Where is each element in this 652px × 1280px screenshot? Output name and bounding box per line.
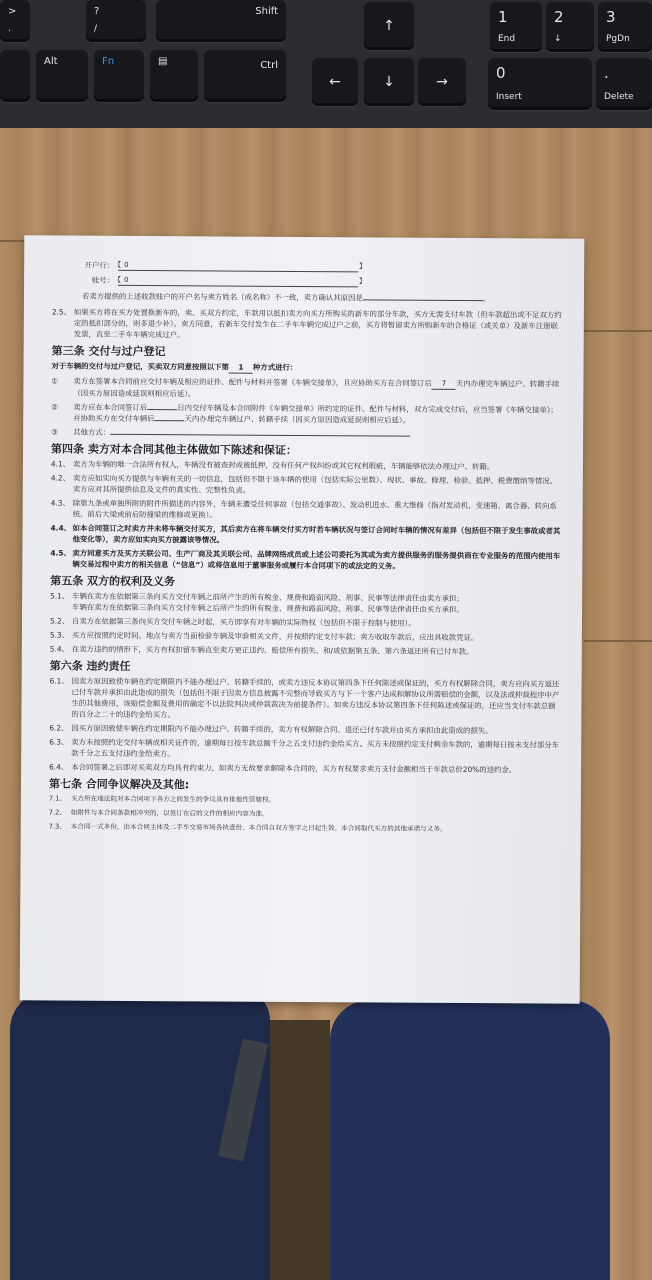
section-3-heading: 第三条 交付与过户登记 — [51, 344, 166, 359]
clause-2-5 — [52, 306, 562, 342]
clause-number: 6.1、 — [49, 676, 69, 686]
clause-number: 7.1、 — [48, 794, 67, 803]
bank-field: 【 0 】 — [114, 260, 367, 271]
key-down[interactable] — [364, 58, 414, 106]
key-num3[interactable] — [598, 2, 652, 52]
clause-4-1 — [51, 458, 561, 472]
option-text: 天内办理完车辆过户、转籍手续（因买方原因造成延误则相应后延）。 — [73, 378, 560, 399]
option-text: 卖方应在本合同签订后 — [73, 402, 148, 413]
option-3 — [51, 426, 561, 440]
clause-6-1 — [49, 675, 559, 722]
clause-4-2 — [51, 472, 561, 497]
clause-7-2 — [49, 807, 559, 821]
key-label: 2 — [554, 8, 564, 26]
key-label: > — [8, 6, 17, 17]
arrow-right-icon: → — [436, 74, 448, 90]
clause-text: 自卖方在依据第三条向买方交付车辆之时起，买方即享有对车辆的实际物权（包括但不限于控制与使用）。 — [71, 616, 416, 628]
key-label: . — [8, 24, 11, 34]
mismatch-note-text: 若卖方提供的上述收款账户的开户名与卖方姓名（或名称）不一致，卖方确认其原因是 — [81, 291, 363, 303]
clause-text: 买方所在地法院对本合同项下各方之间发生的争议具有排他性管辖权。 — [70, 794, 276, 804]
contract-text — [49, 257, 563, 838]
key-label: ? — [94, 6, 100, 17]
key-up[interactable] — [364, 2, 414, 50]
clause-number: 4.2、 — [50, 473, 71, 483]
clause-number: 5.2、 — [49, 616, 70, 626]
section-7-heading: 第七条 合同争议解决及其他: — [48, 777, 190, 792]
clause-text: 卖方同意买方及买方关联公司、生产厂商及其关联公司、品牌网络成员或上述公司委托为其或为卖方提供服务的服务提供商在专业服务的范围内使用车辆交易过程中卖方的相关信息（“信息”）或将信息用于董事服务或履行本合同项下的或法定的义务。 — [72, 548, 561, 571]
key-label: Shift — [255, 6, 278, 17]
clause-4-5 — [50, 547, 560, 572]
option-number: ① — [51, 376, 59, 386]
option-text: 日内交付车辆及本合同附件《车辆交接单》所约定的证件、配件与材料，双方完成交付后，应当签署《车辆交接单》；并协助买方在交付车辆后 — [73, 403, 558, 424]
clause-number: 5.1、 — [50, 591, 70, 601]
clause-text: 本合同一式多份，由本合同主体及二手车交易市场各执壹份。本合同自双方签字之日起生效。本合同取代买方的其他承诺与义务。 — [70, 822, 447, 833]
key-label: PgDn — [606, 34, 630, 44]
key-gt[interactable] — [0, 0, 30, 42]
key-label: End — [498, 34, 516, 44]
key-label: Alt — [44, 56, 58, 67]
intro-text: 对于车辆的交付与过户登记，买卖双方同意按照以下第 — [51, 361, 229, 372]
clause-text: 因买方原因致使车辆在约定期限内不能办理过户、转籍手续的，卖方有权解除合同、退还已付车款并由买方承担由此造成的损失。 — [71, 723, 493, 736]
option-text: 卖方在签署本合同前应交付车辆及相应的证件、配件与材料并签署《车辆交接单》，且应协助买方在合同签订后 — [73, 376, 432, 388]
clause-number: 4.4、 — [50, 523, 72, 533]
clause-text: 车辆在卖方在依据第三条向买方交付车辆之前所产生的所有税金、规费和路面风险、刑事、民事等法律责任由卖方承担； — [72, 591, 464, 603]
key-label: Delete — [604, 92, 634, 102]
key-label: . — [604, 64, 609, 82]
key-right[interactable] — [418, 58, 466, 106]
clause-4-4 — [50, 522, 560, 547]
key-numdot[interactable] — [596, 58, 652, 110]
clause-5-2 — [50, 615, 560, 629]
clause-5-1 — [50, 590, 560, 615]
clause-number: 4.5、 — [50, 548, 71, 558]
clause-6-3 — [49, 736, 559, 761]
clause-text: 除第九条或单独所附的附件所描述的内容外，车辆未遭受任何事故（包括交通事故）、发动机进水、重大维修（指对发动机、变速箱、离合器、转向系统、前后大梁或前后防撞梁的维修或更换）。 — [72, 498, 557, 520]
key-num2[interactable] — [546, 2, 594, 52]
key-edge[interactable] — [0, 50, 30, 102]
clause-number: 2.5、 — [51, 307, 72, 317]
clause-4-3 — [51, 497, 561, 522]
arrow-left-icon: ← — [329, 74, 341, 90]
key-num0[interactable] — [488, 58, 592, 110]
clause-text: 买方应按照约定时间、地点与卖方当面检验车辆及审验相关文件，并按照约定支付车款；卖方收取车款后，应出具收款凭证。 — [71, 630, 479, 643]
key-label: Ctrl — [260, 60, 278, 71]
key-alt[interactable] — [36, 50, 88, 102]
clause-number: 5.3、 — [49, 630, 70, 640]
clause-number: 7.3、 — [48, 822, 66, 831]
key-label: 3 — [606, 8, 616, 26]
clause-text: 卖方应如实向买方提供与车辆有关的一切信息，包括但不限于该车辆的使用（包括实际公里数）、现状、事故、修理、检验、抵押、税费缴纳等情况。卖方应对其所提供信息及文件的真实性、完整性负责。 — [72, 473, 557, 495]
clause-number: 7.2、 — [48, 808, 66, 817]
clause-5-3 — [50, 629, 560, 643]
contract-page — [20, 235, 585, 1003]
section-6-heading: 第六条 违约责任 — [49, 659, 131, 673]
keyboard — [0, 0, 652, 131]
key-label: Fn — [102, 56, 115, 67]
section-4-heading: 第四条 卖方对本合同其他主体做如下陈述和保证： — [50, 442, 297, 457]
key-fn[interactable] — [94, 50, 144, 102]
clause-6-2 — [49, 722, 559, 736]
account-field-row — [52, 272, 562, 290]
plank-seam — [0, 240, 24, 242]
clause-text: 车辆在卖方在依据第三条向买方交付车辆之后所产生的所有税金、规费和路面风险、刑事、民事等法律责任由买方承担。 — [72, 602, 464, 614]
key-left[interactable] — [312, 58, 358, 106]
key-label: ↓ — [554, 34, 562, 44]
plank-seam — [584, 640, 652, 642]
key-ctrl[interactable] — [204, 50, 286, 102]
section-3-intro — [52, 360, 562, 375]
key-label: 0 — [496, 64, 506, 82]
option-text: 其他方式： — [73, 427, 111, 437]
option-text: 天内办理完车辆过户、转籍手续（因买方原因造成延误则相应后延）。 — [184, 414, 410, 425]
account-label: 账号： — [91, 275, 115, 285]
clause-text: 因卖方原因致使车辆在约定期限内不能办理过户、转籍手续的，或卖方违反本协议第四条下任何陈述或保证的，买方有权解除合同，卖方应向买方返还已付车款并承担由此造成的损失（包括但不限于因卖方信息披露不完整而导致买方与下一个客户达成和解协议所需赔偿的金额，以及法或仲裁程序中产生的其他费用，该赔偿金额及费用的确定不以法院判决或仲裁裁决为前提条件）。如卖方违反本协议第四条下任何陈述或保证的，还应当支付车款总额的百分之二十的违约金给买方。 — [71, 676, 560, 720]
clause-number: 6.2、 — [49, 723, 69, 733]
key-shift[interactable] — [156, 0, 286, 42]
key-label: / — [94, 24, 98, 34]
key-label: 1 — [498, 8, 508, 26]
arrow-up-icon: ↑ — [383, 18, 395, 34]
clause-number: 6.3、 — [49, 737, 69, 747]
section-5-heading: 第五条 双方的权利及义务 — [50, 574, 176, 589]
plank-seam — [584, 330, 652, 332]
bank-value: 0 — [124, 260, 129, 269]
option-number: ② — [51, 402, 58, 412]
menu-icon: ▤ — [158, 56, 168, 67]
clause-number: 5.4、 — [49, 644, 69, 654]
account-field: 【 0 】 — [114, 275, 367, 286]
option-1 — [51, 375, 561, 401]
days-value: 7 — [432, 378, 456, 390]
key-menu[interactable] — [150, 50, 198, 102]
key-question[interactable] — [86, 0, 146, 42]
intro-text: 种方式进行： — [252, 362, 298, 372]
clause-text: 卖方未按照约定交付车辆或相关证件的，逾期每日按车款总额千分之五支付违约金给买方。买方未按照约定支付剩余车款的，逾期每日按未支付部分车款千分之五支付违约金给卖方。 — [71, 737, 560, 759]
clause-5-4 — [50, 643, 560, 657]
clause-text: 如果买方将在买方处置换新车的，卖、买双方约定，车款用以抵扣卖方向买方所购买的新车的部分车款，买方无需支付车款（但车款超出或不足双方约定的抵扣部分的，则多退少补）。卖方同意，若新车交付发生在二手车车辆完成过户之前，买方将暂留卖方所购新车的合格证（或关单）及新车注册联发票，直至二手车车辆完成过户。 — [73, 307, 562, 340]
arrow-down-icon: ↓ — [383, 74, 395, 90]
clause-text: 本合同签署之后即对买卖双方均具有约束力，如卖方无故要求解除本合同的，买方有权要求卖方支付金额相当于车款总价20%的违约金。 — [71, 762, 517, 775]
clause-text: 卖方为车辆的唯一合法所有权人，车辆没有被查封或被抵押，没有任何产权纠纷或其它权利瑕疵，车辆能够依法办理过户、转籍。 — [72, 459, 495, 472]
right-leg — [330, 1000, 610, 1280]
clause-text: 在卖方违约的情形下，买方有权扣留车辆直至卖方更正违约、赔偿所有损失、和/或依据第五条、第六条返还所有已付车款。 — [71, 644, 474, 657]
bank-label: 开户行： — [84, 260, 115, 270]
clause-number: 4.3、 — [50, 498, 70, 508]
key-num1[interactable] — [490, 2, 542, 52]
clause-number: 6.4、 — [49, 762, 69, 772]
option-number: ③ — [51, 427, 58, 437]
clause-6-4 — [49, 761, 559, 775]
key-label: Insert — [496, 92, 522, 102]
method-choice: 1 — [229, 362, 253, 374]
account-value: 0 — [124, 275, 129, 284]
clause-number: 4.1、 — [50, 459, 71, 469]
clause-7-1 — [49, 793, 559, 807]
clause-7-3 — [49, 821, 559, 835]
clause-text: 如本合同签订之时卖方并未将车辆交付买方，其后卖方在将车辆交付买方时若车辆状况与签订合同时车辆的情况有差异（包括但不限于发生事故或者其他变化等），卖方应如实向买方披露该等情况。 — [72, 523, 561, 545]
mismatch-note: 若卖方提供的上述收款账户的开户名与卖方姓名（或名称）不一致，卖方确认其原因是 。 — [81, 291, 491, 304]
option-2 — [51, 401, 561, 426]
clause-text: 如附件与本合同条款相冲突的，以签订在后的文件的相应内容为准。 — [70, 808, 269, 818]
